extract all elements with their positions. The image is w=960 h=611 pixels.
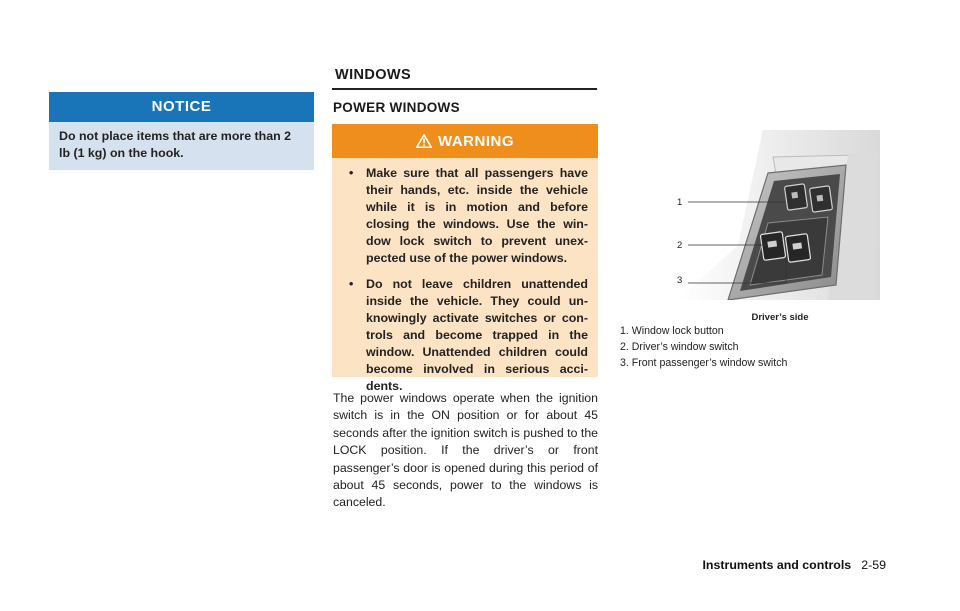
warning-item [344, 165, 588, 267]
subsection-title: POWER WINDOWS [333, 100, 460, 115]
bullet: • [349, 166, 354, 180]
warning-box [332, 124, 598, 393]
warning-list [332, 158, 598, 395]
section-title: WINDOWS [335, 67, 412, 83]
warning-item-text: Do not leave children unattended inside the vehicle. They could un- knowingly activate switches or con- trols and become trapped in the window. Unattended children could become involved in serious acci- dents. [366, 277, 588, 393]
figure-legend [620, 323, 787, 371]
notice-text: Do not place items that are more than 2 lb (1 kg) on the hook. [59, 129, 292, 160]
warning-item [344, 276, 588, 395]
notice-box [49, 92, 314, 170]
warning-triangle-icon [416, 134, 432, 148]
bullet: • [349, 277, 354, 291]
warning-heading: WARNING [438, 132, 514, 150]
page-footer [680, 558, 886, 572]
door-panel-illustration [668, 125, 880, 300]
callout-3: 3 [677, 275, 683, 286]
body-paragraph: The power windows operate when the ignition switch is in the ON position or for about 45 seconds after the ignition switch is pushed to the LOCK position. If the driver’s or front passenger’s door is opened during this period of about 45 seconds, power to the windows is canceled. [333, 391, 598, 510]
legend-item: 2. Driver’s window switch [620, 341, 739, 353]
legend-item: 3. Front passenger’s window switch [620, 357, 788, 369]
legend-item: 1. Window lock button [620, 325, 724, 337]
page-number: 2-59 [861, 558, 886, 572]
footer-section-title: Instruments and controls [702, 558, 852, 572]
section-rule [332, 88, 597, 90]
callout-1: 1 [677, 197, 683, 208]
notice-heading: NOTICE [49, 92, 314, 122]
window-switch-figure [668, 125, 880, 300]
warning-header [332, 124, 598, 158]
warning-item-text: Make sure that all passengers have their hands, etc. inside the vehicle while it is in motion and before closing the windows. Use the win- dow lock switch to prevent unex- pected use of the power windows. [366, 166, 588, 265]
figure-caption: Driver’s side [751, 312, 809, 323]
callout-2: 2 [677, 240, 683, 251]
